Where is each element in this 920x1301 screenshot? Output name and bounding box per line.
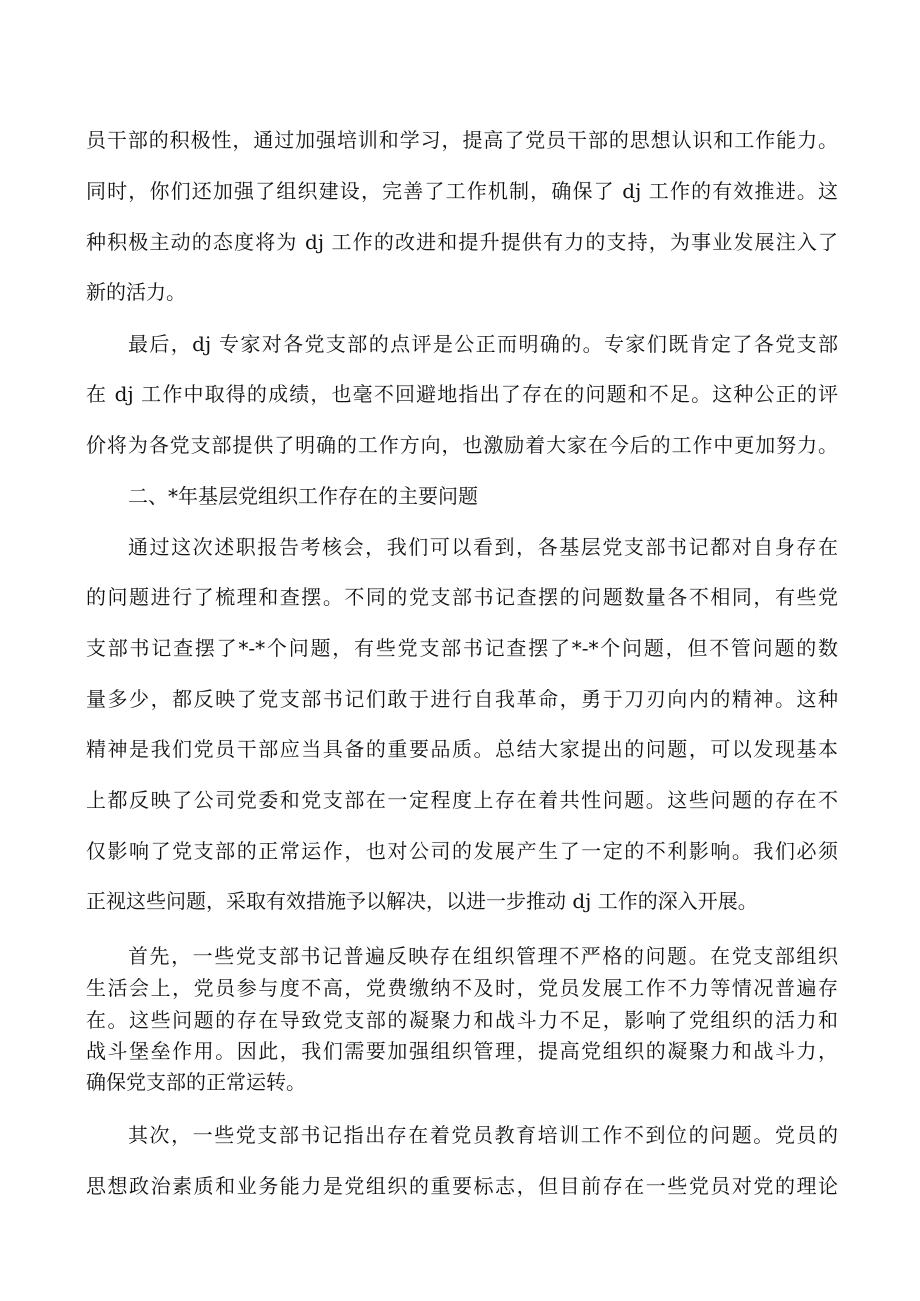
text-line: 其次，一些党支部书记指出存在着党员教育培训工作不到位的问题。党员的 xyxy=(128,1123,838,1147)
text-line: 的问题进行了梳理和查摆。不同的党支部书记查摆的问题数量各不相同，有些党 xyxy=(86,585,838,609)
text-line: 首先，一些党支部书记普遍反映存在组织管理不严格的问题。在党支部组织 xyxy=(128,944,838,968)
text-line: 新的活力。 xyxy=(86,280,186,304)
text-line: 战斗堡垒作用。因此，我们需要加强组织管理，提高党组织的凝聚力和战斗力， xyxy=(86,1039,838,1063)
text-line: 员干部的积极性，通过加强培训和学习，提高了党员干部的思想认识和工作能力。 xyxy=(86,128,838,152)
text-line: 精神是我们党员干部应当具备的重要品质。总结大家提出的问题，可以发现基本 xyxy=(86,737,838,761)
text-line: 同时，你们还加强了组织建设，完善了工作机制，确保了 dj 工作的有效推进。这 xyxy=(86,179,838,203)
text-line: 确保党支部的正常运转。 xyxy=(86,1070,306,1094)
text-line: 上都反映了公司党委和党支部在一定程度上存在着共性问题。这些问题的存在不 xyxy=(86,788,838,812)
text-line: 量多少，都反映了党支部书记们敢于进行自我革命，勇于刀刃向内的精神。这种 xyxy=(86,687,838,711)
text-line: 生活会上，党员参与度不高，党费缴纳不及时，党员发展工作不力等情况普遍存 xyxy=(86,976,838,1000)
text-line: 通过这次述职报告考核会，我们可以看到，各基层党支部书记都对自身存在 xyxy=(128,535,838,559)
section-heading: 二、*年基层党组织工作存在的主要问题 xyxy=(128,484,478,508)
text-line: 最后，dj 专家对各党支部的点评是公正而明确的。专家们既肯定了各党支部 xyxy=(128,332,838,356)
text-line: 仅影响了党支部的正常运作，也对公司的发展产生了一定的不利影响。我们必须 xyxy=(86,839,838,863)
text-line: 种积极主动的态度将为 dj 工作的改进和提升提供有力的支持，为事业发展注入了 xyxy=(86,230,838,254)
text-line: 思想政治素质和业务能力是党组织的重要标志，但目前存在一些党员对党的理论 xyxy=(86,1174,838,1198)
text-line: 正视这些问题，采取有效措施予以解决，以进一步推动 dj 工作的深入开展。 xyxy=(86,889,758,913)
text-line: 在。这些问题的存在导致党支部的凝聚力和战斗力不足，影响了党组织的活力和 xyxy=(86,1008,838,1032)
text-line: 价将为各党支部提供了明确的工作方向，也激励着大家在今后的工作中更加努力。 xyxy=(86,433,838,457)
text-line: 在 dj 工作中取得的成绩，也毫不回避地指出了存在的问题和不足。这种公正的评 xyxy=(86,382,838,406)
text-line: 支部书记查摆了*-*个问题，有些党支部书记查摆了*-*个问题，但不管问题的数 xyxy=(86,636,838,660)
